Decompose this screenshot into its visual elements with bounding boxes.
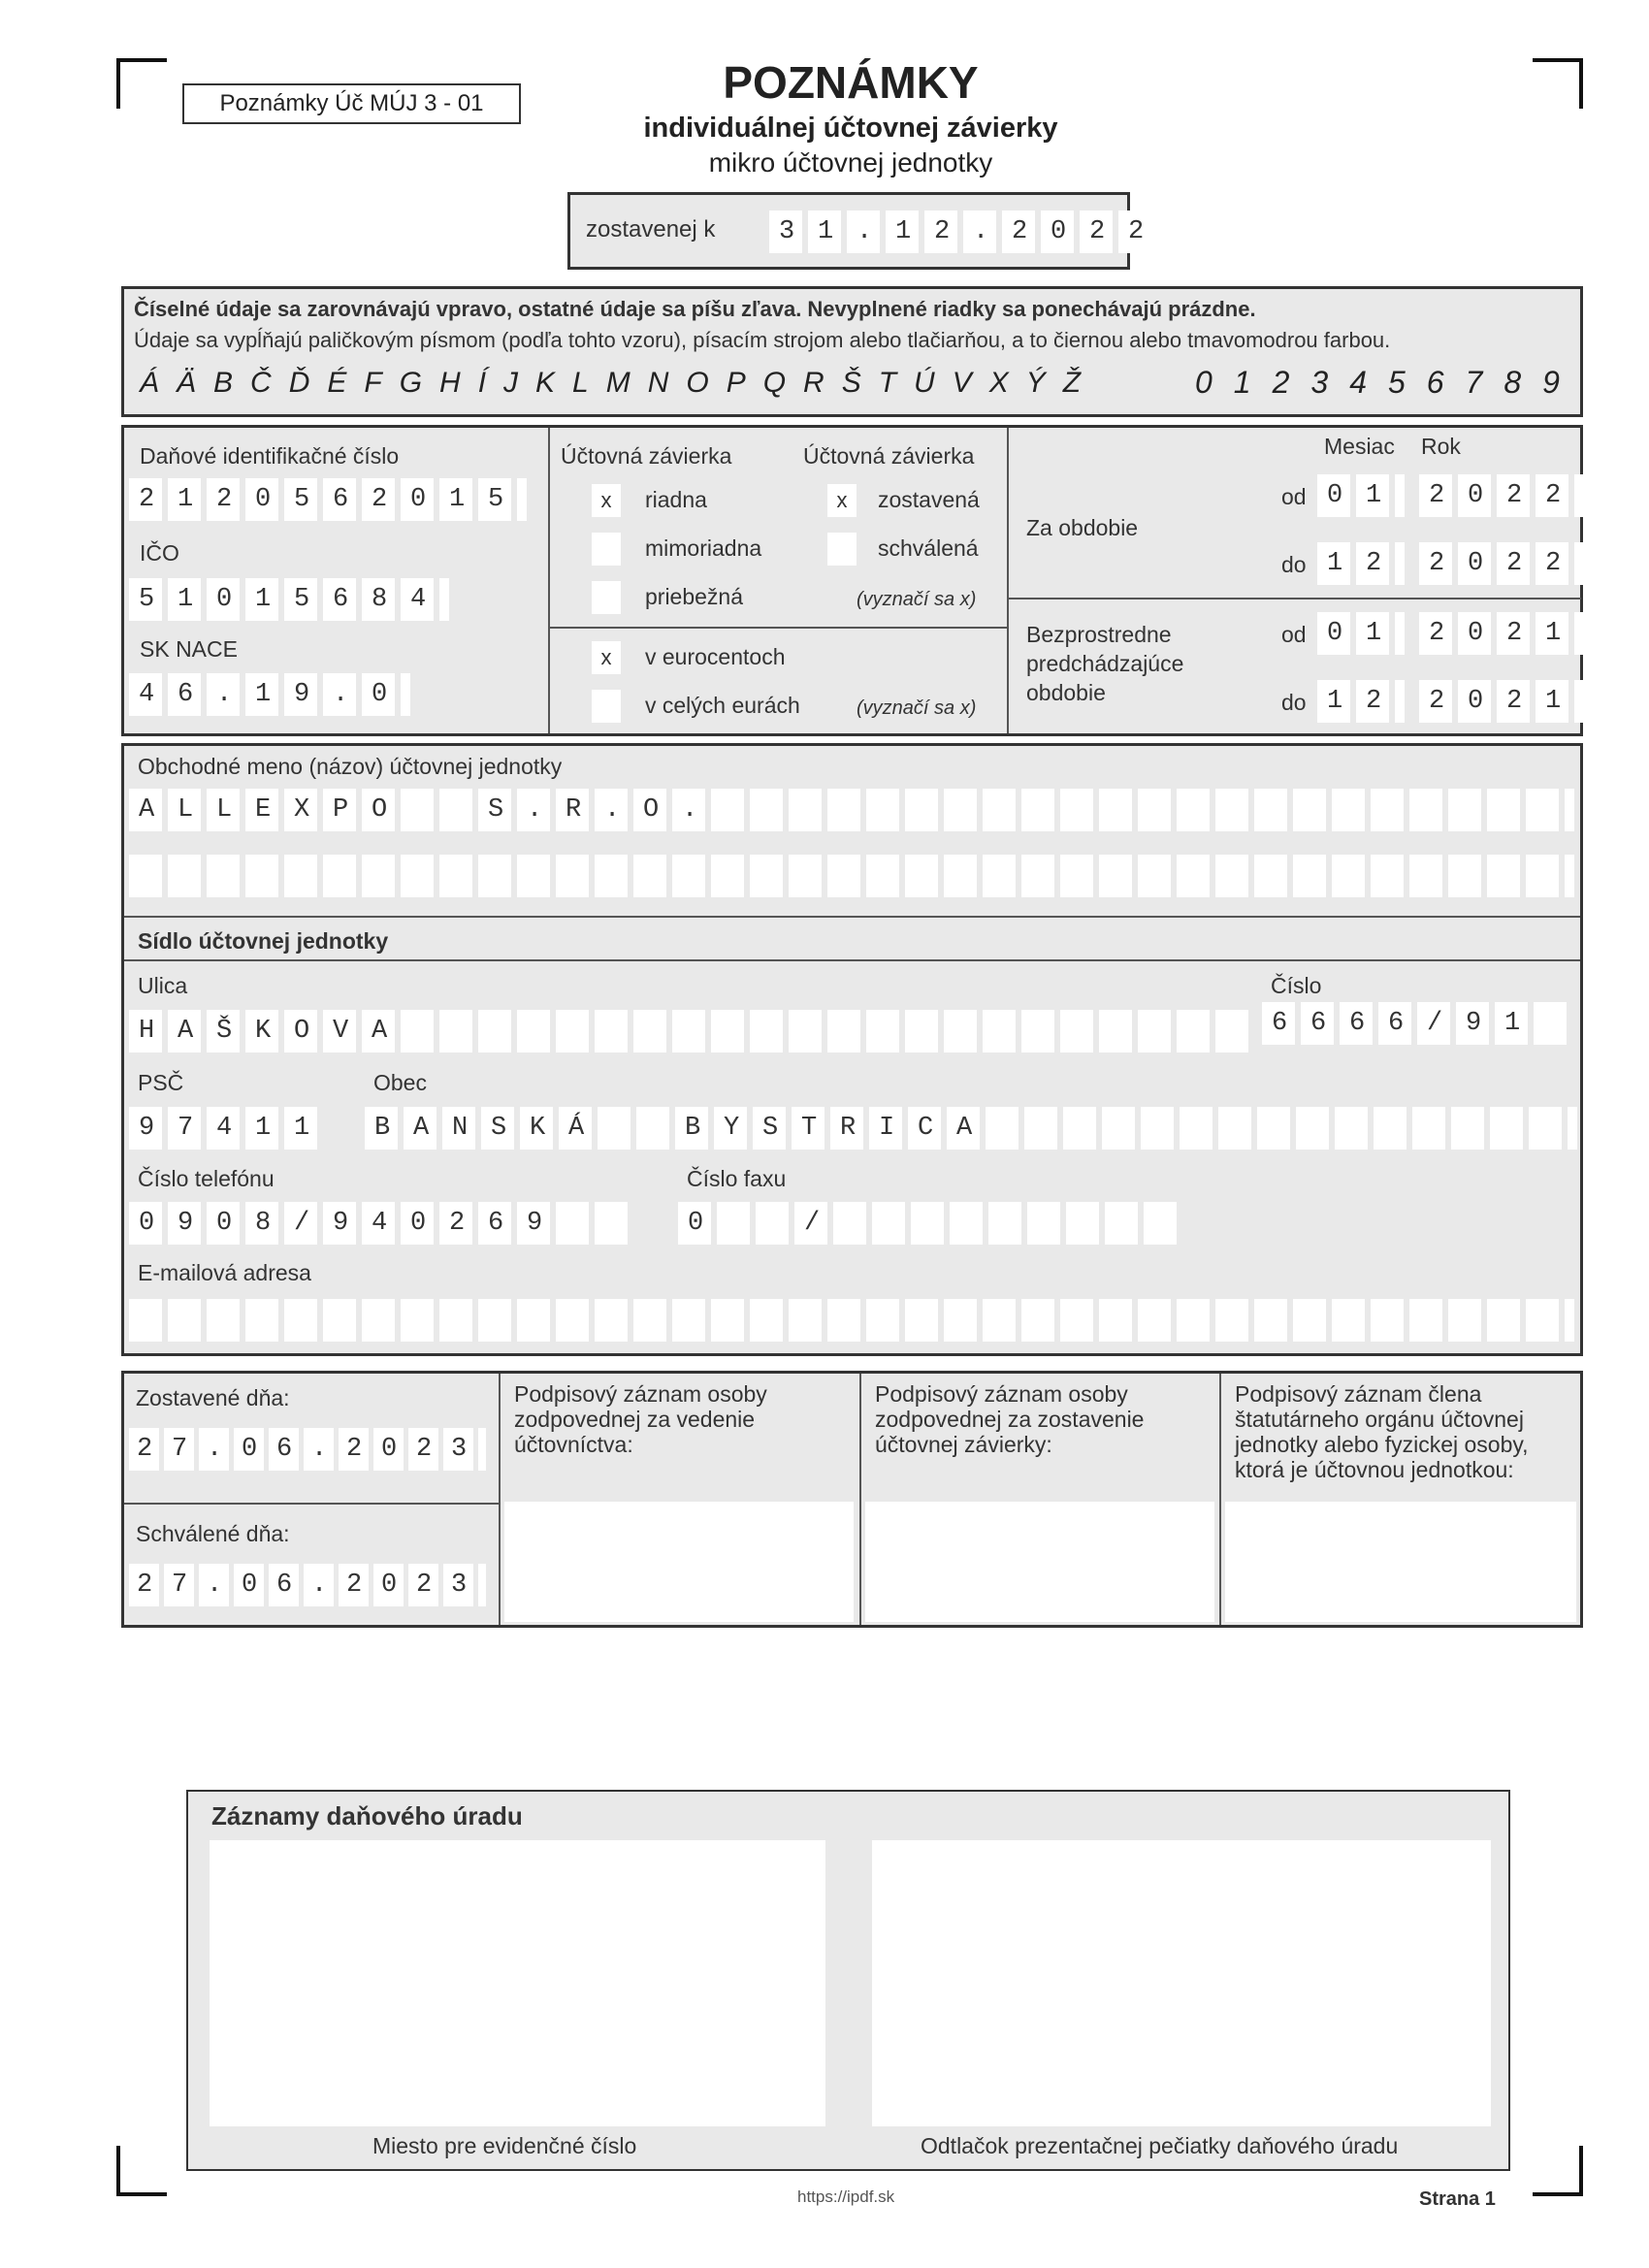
divider	[548, 627, 1008, 629]
divider	[1007, 598, 1581, 599]
divider	[499, 1374, 501, 1625]
zostavena-checkbox[interactable]: x	[827, 484, 857, 517]
tax-office-section	[186, 1790, 1510, 2171]
email-field[interactable]	[129, 1299, 1574, 1342]
signature-accounting-label: Podpisový záznam osoby zodpovednej za vedenie účtovníctva:	[514, 1381, 767, 1457]
riadna-checkbox[interactable]: x	[592, 484, 621, 517]
instruction-line-2: Údaje sa vypĺňajú paličkovým písmom (podľa tohto vzoru), písacím strojom alebo tlačiarňou, a to čiernou alebo tmavomodrou farbou.	[134, 328, 1391, 352]
corner-mark	[116, 58, 167, 109]
mark-note: (vyznačí sa x)	[857, 589, 977, 610]
divider	[548, 428, 550, 733]
divider	[1007, 428, 1009, 733]
instructions-box	[121, 286, 1583, 417]
divider	[124, 959, 1580, 961]
compiled-label: zostavenej k	[586, 216, 716, 243]
subtitle: individuálnej účtovnej závierky	[643, 113, 1058, 144]
current-period-label: Za obdobie	[1026, 515, 1139, 540]
ico-label: IČO	[140, 540, 179, 566]
riadna-label: riadna	[645, 487, 707, 512]
month-label: Mesiac	[1324, 434, 1395, 459]
mark-note-2: (vyznačí sa x)	[857, 697, 977, 719]
closing-header-1: Účtovná závierka	[561, 443, 732, 469]
sample-digits: 0123456789	[1195, 365, 1581, 400]
footer-url[interactable]: https://ipdf.sk	[797, 2187, 895, 2206]
dic-label: Daňové identifikačné číslo	[140, 443, 400, 469]
previous-period-label-2: predchádzajúce	[1026, 651, 1184, 676]
closing-header-2: Účtovná závierka	[803, 443, 975, 469]
email-label: E-mailová adresa	[138, 1260, 311, 1285]
subtitle-2: mikro účtovnej jednotky	[708, 147, 993, 178]
divider	[1219, 1374, 1221, 1625]
priebezna-label: priebežná	[645, 584, 744, 609]
stamp-caption: Odtlačok prezentačnej pečiatky daňového úradu	[921, 2133, 1399, 2158]
mimoriadna-label: mimoriadna	[645, 535, 762, 561]
nace-label: SK NACE	[140, 636, 238, 662]
psc-field[interactable]: 97411	[129, 1107, 323, 1150]
schvalena-checkbox[interactable]	[827, 533, 857, 566]
page-title: POZNÁMKY	[723, 57, 979, 108]
approved-on-date[interactable]: 27.06.2023	[129, 1564, 486, 1606]
city-field[interactable]: BANSKÁ BYSTRICA	[365, 1107, 1577, 1150]
instruction-line-1: Číselné údaje sa zarovnávajú vpravo, ostatné údaje sa píšu zľava. Nevyplnené riadky sa ponechávajú prázdne.	[134, 297, 1256, 321]
stamp-area[interactable]	[872, 1840, 1491, 2126]
do-label: do	[1281, 552, 1307, 577]
compiled-on-date[interactable]: 27.06.2023	[129, 1428, 486, 1471]
street-label: Ulica	[138, 973, 188, 998]
prev-to-month[interactable]: 12	[1317, 680, 1405, 723]
name-label: Obchodné meno (názov) účtovnej jednotky	[138, 754, 563, 779]
prev-from-year[interactable]: 2021	[1419, 612, 1584, 655]
previous-period-label: Bezprostredne	[1026, 622, 1172, 647]
number-field[interactable]: 6666/91	[1262, 1002, 1572, 1045]
eur-checkbox[interactable]	[592, 690, 621, 723]
registration-number-caption: Miesto pre evidenčné číslo	[372, 2133, 637, 2158]
do-label: do	[1281, 690, 1307, 715]
od-label: od	[1281, 622, 1307, 647]
eur-label: v celých eurách	[645, 693, 800, 718]
prev-to-year[interactable]: 2021	[1419, 680, 1584, 723]
compiled-date-box	[567, 192, 1168, 270]
divider	[124, 916, 1580, 918]
od-label: od	[1281, 484, 1307, 509]
eurocent-label: v eurocentoch	[645, 644, 786, 669]
signature-statutory-field[interactable]	[1225, 1502, 1576, 1622]
current-from-month[interactable]: 01	[1317, 474, 1405, 517]
street-field[interactable]: HAŠKOVA	[129, 1010, 1254, 1053]
previous-period-label-3: obdobie	[1026, 680, 1106, 705]
current-to-year[interactable]: 2022	[1419, 542, 1584, 585]
corner-mark	[1533, 2146, 1583, 2196]
signature-compiler-label: Podpisový záznam osoby zodpovednej za zostavenie účtovnej závierky:	[875, 1381, 1145, 1457]
fax-field[interactable]: 0 /	[678, 1202, 1182, 1245]
form-code: Poznámky Úč MÚJ 3 - 01	[182, 83, 521, 124]
identification-section	[121, 425, 1583, 736]
current-from-year[interactable]: 2022	[1419, 474, 1584, 517]
corner-mark	[1533, 58, 1583, 109]
psc-label: PSČ	[138, 1070, 184, 1095]
corner-mark	[116, 2146, 167, 2196]
phone-field[interactable]: 0908/940269	[129, 1202, 633, 1245]
prev-from-month[interactable]: 01	[1317, 612, 1405, 655]
tax-office-title: Záznamy daňového úradu	[211, 1801, 523, 1831]
dic-field[interactable]: 2120562015	[129, 478, 527, 521]
signature-compiler-field[interactable]	[865, 1502, 1214, 1622]
compiled-date[interactable]: 31.12.2022	[769, 211, 1167, 253]
number-label: Číslo	[1271, 973, 1322, 998]
compiled-on-label: Zostavené dňa:	[136, 1385, 290, 1410]
page-number: Strana 1	[1419, 2188, 1496, 2210]
divider	[859, 1374, 861, 1625]
current-to-month[interactable]: 12	[1317, 542, 1405, 585]
phone-label: Číslo telefónu	[138, 1166, 275, 1191]
signature-statutory-label: Podpisový záznam člena štatutárneho orgánu účtovnej jednotky alebo fyzickej osoby, ktorá je účtovnou jednotkou:	[1235, 1381, 1529, 1482]
ico-field[interactable]: 51015684	[129, 578, 449, 621]
signature-accounting-field[interactable]	[504, 1502, 854, 1622]
city-label: Obec	[373, 1070, 427, 1095]
approved-on-label: Schválené dňa:	[136, 1521, 290, 1546]
entity-section	[121, 743, 1583, 1356]
fax-label: Číslo faxu	[687, 1166, 787, 1191]
mimoriadna-checkbox[interactable]	[592, 533, 621, 566]
eurocent-checkbox[interactable]: x	[592, 641, 621, 674]
schvalena-label: schválená	[878, 535, 979, 561]
zostavena-label: zostavená	[878, 487, 980, 512]
priebezna-checkbox[interactable]	[592, 581, 621, 614]
name-field-row-2[interactable]	[129, 855, 1574, 897]
year-label: Rok	[1421, 434, 1461, 459]
seat-heading: Sídlo účtovnej jednotky	[138, 928, 389, 954]
sample-letters: ÁÄBČĎÉFGHÍJKLMNOPQRŠTÚVXÝŽ	[140, 367, 1099, 399]
signature-section	[121, 1371, 1583, 1628]
name-field[interactable]: ALLEXPO S.R.O.	[129, 789, 1574, 831]
nace-field[interactable]: 46.19.0	[129, 673, 410, 716]
registration-number-area[interactable]	[210, 1840, 825, 2126]
divider	[124, 1503, 500, 1505]
